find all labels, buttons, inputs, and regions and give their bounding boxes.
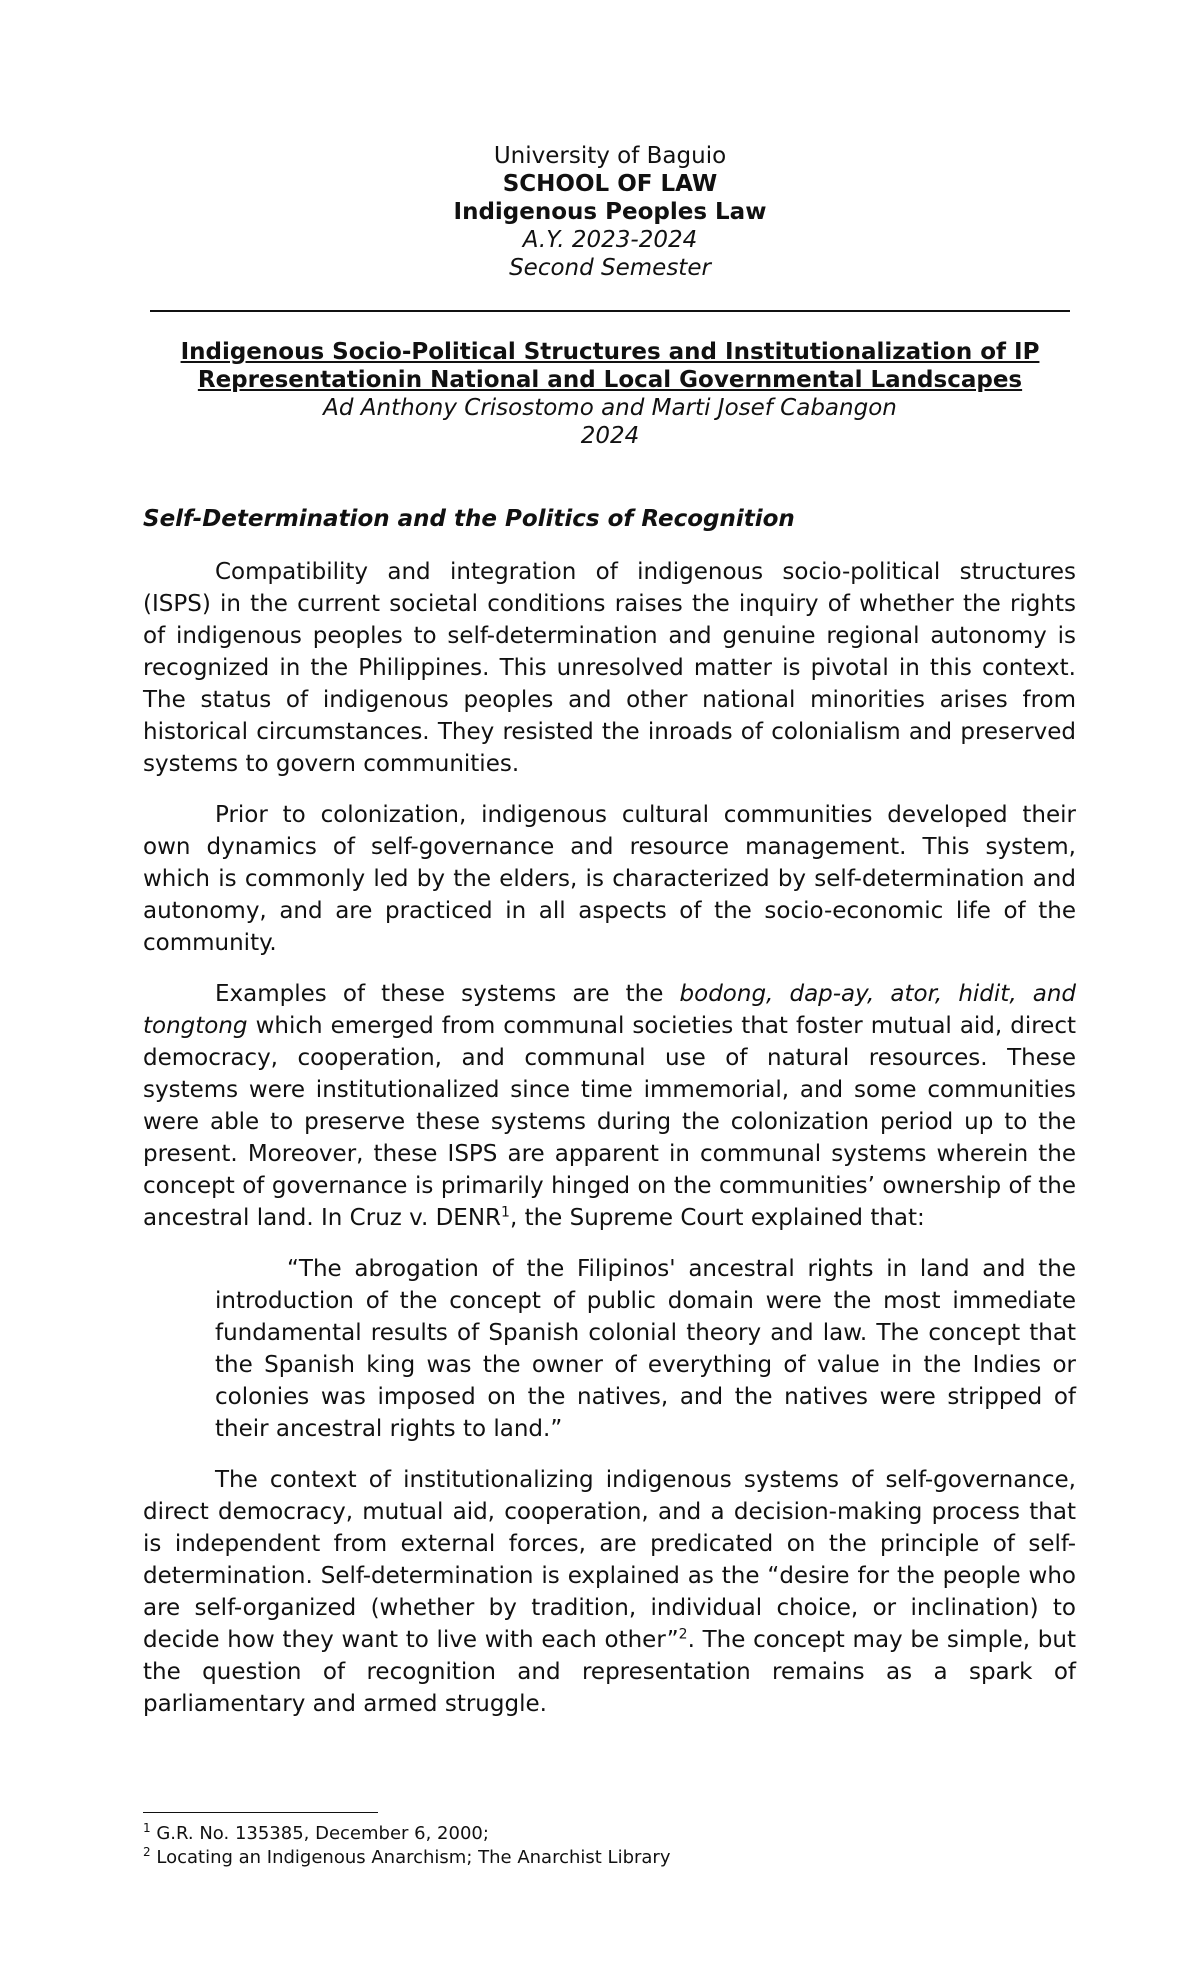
paper-title-line-1: Indigenous Socio-Political Structures and Institutionalization of IP (180, 339, 1040, 365)
paragraph-3-start: Examples of these systems are the (215, 981, 680, 1007)
footnotes (143, 1822, 670, 1870)
paragraph-4-end: . The concept may be simple, but the question of recognition and representation remains as a spark of parliamentary and armed struggle. (143, 1627, 1076, 1717)
paragraph-1: Compatibility and integration of indigenous socio-political structures (ISPS) in the current societal conditions raises the inquiry of whether the rights of indigenous peoples to self-determination and genuine regional autonomy is recognized in the Philippines. This unresolved matter is pivotal in this context. The status of indigenous peoples and other national minorities arises from historical circumstances. They resisted the inroads of colonialism and preserved systems to govern communities. (143, 559, 1076, 777)
section-heading: Self-Determination and the Politics of Recognition (143, 506, 795, 532)
paragraph-4 (143, 1464, 1076, 1720)
paragraph-3-end: , the Supreme Court explained that: (509, 1205, 925, 1231)
paper-authors: Ad Anthony Crisostomo and Marti Josef Cabangon (323, 395, 897, 421)
footnote-2-number: 2 (143, 1845, 151, 1859)
footnote-ref-2: 2 (678, 1626, 688, 1643)
school-name: SCHOOL OF LAW (502, 171, 718, 197)
body-text (143, 556, 1076, 1739)
footnote-1-number: 1 (143, 1821, 151, 1835)
paragraph-3-italic-terms: bodong, dap-ay, ator, hidit, and tongtong (143, 981, 1077, 1039)
course-name: Indigenous Peoples Law (453, 199, 767, 225)
footnote-2-text: Locating an Indigenous Anarchism; The Anarchist Library (150, 1847, 671, 1868)
header-divider (150, 310, 1070, 312)
footnote-ref-1: 1 (501, 1204, 510, 1221)
footnote-1 (143, 1822, 670, 1846)
block-quote: “The abrogation of the Filipinos' ancestral rights in land and the introduction of the concept of public domain were the most immediate fundamental results of Spanish colonial theory and law. The concept that the Spanish king was the owner of everything of value in the Indies or colonies was imposed on the natives, and the natives were stripped of their ancestral rights to land.” (215, 1256, 1076, 1442)
paper-title-block (150, 338, 1070, 450)
paragraph-3-middle: which emerged from communal societies that foster mutual aid, direct democracy, cooperation, and communal use of natural resources. These systems were institutionalized since time immemorial, and some communities were able to preserve these systems during the colonization period up to the present. Moreover, these ISPS are apparent in communal systems wherein the concept of governance is primarily hinged on the communities’ ownership of the ancestral land. In Cruz v. DENR (143, 1013, 1076, 1231)
paragraph-2: Prior to colonization, indigenous cultural communities developed their own dynamics of self-governance and resource management. This system, which is commonly led by the elders, is characterized by self-determination and autonomy, and are practiced in all aspects of the socio-economic life of the community. (143, 802, 1076, 956)
university-name: University of Baguio (493, 143, 727, 169)
document-header (150, 142, 1070, 282)
paper-title-line-2: Representationin National and Local Governmental Landscapes (197, 367, 1023, 393)
paragraph-4-start: The context of institutionalizing indigenous systems of self-governance, direct democracy, mutual aid, cooperation, and a decision-making process that is independent from external forces, are predicated on the principle of self-determination. Self-determination is explained as the “desire for the people who are self-organized (whether by tradition, individual choice, or inclination) to decide how they want to live with each other” (143, 1467, 1076, 1653)
footnote-divider (143, 1812, 378, 1813)
academic-year: A.Y. 2023-2024 (522, 227, 698, 253)
footnote-1-text: G.R. No. 135385, December 6, 2000; (150, 1823, 489, 1844)
footnote-2 (143, 1846, 670, 1870)
paragraph-3 (143, 978, 1076, 1234)
paper-year: 2024 (580, 423, 640, 449)
semester: Second Semester (509, 255, 711, 281)
